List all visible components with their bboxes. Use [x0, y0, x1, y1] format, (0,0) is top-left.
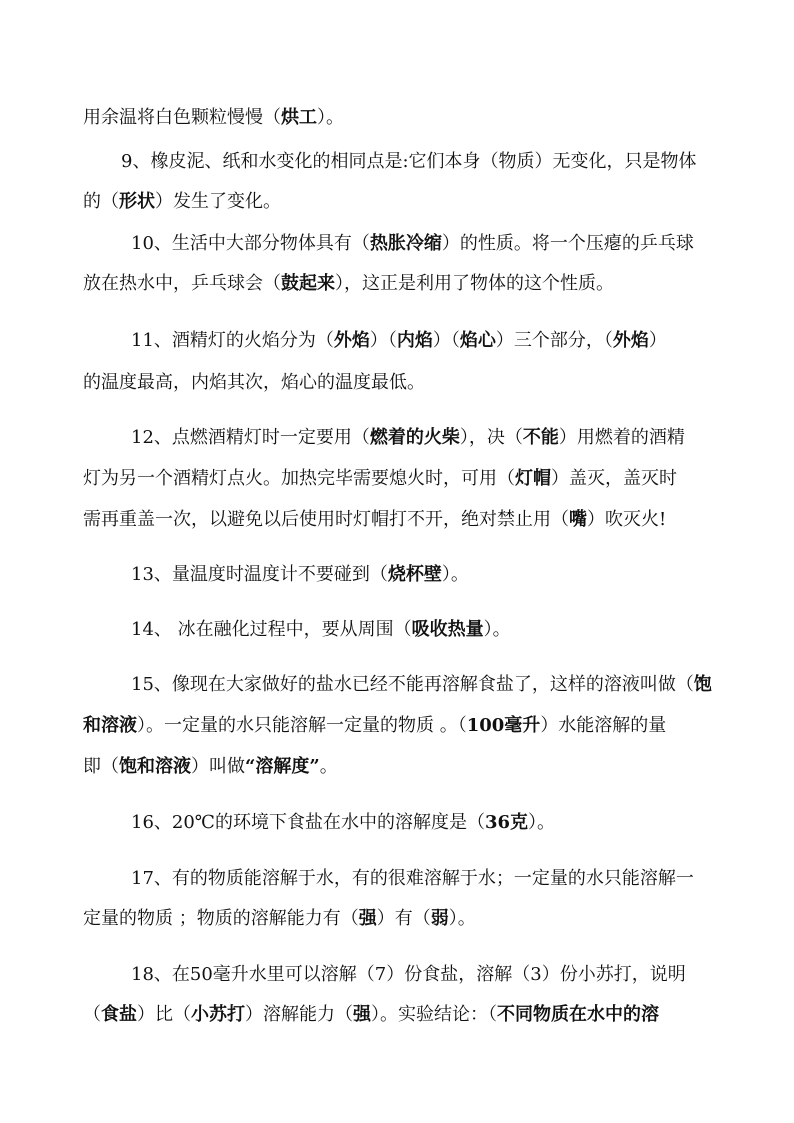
paragraph-15-line-2: 和溶液）。一定量的水只能溶解一定量的物质 。（100毫升）水能溶解的量 [83, 715, 667, 736]
paragraph-12-line-2: 灯为另一个酒精灯点火。加热完毕需要熄火时，可用（灯帽）盖灭，盖灭时 [83, 468, 677, 489]
paragraph-16-line-1: 16、20℃的环境下食盐在水中的溶解度是（36克）。 [131, 812, 556, 833]
paragraph-15-line-3: 即（饱和溶液）叫做“溶解度”。 [83, 756, 338, 777]
paragraph-14-line-1: 14、 冰在融化过程中，要从周围（吸收热量）。 [131, 619, 511, 640]
paragraph-12-line-1: 12、点燃酒精灯时一定要用（燃着的火柴），决（不能）用燃着的酒精 [131, 427, 685, 448]
paragraph-10-line-1: 10、生活中大部分物体具有（热胀冷缩）的性质。将一个压瘪的乒乓球 [131, 233, 694, 254]
paragraph-9-line-2: 的（形状）发生了变化。 [83, 191, 281, 212]
paragraph-9-line-1: 9、橡皮泥、纸和水变化的相同点是:它们本身（物质）无变化，只是物体 [121, 151, 697, 172]
paragraph-18-line-1: 18、在50毫升水里可以溶解（7）份食盐，溶解（3）份小苏打，说明 [131, 964, 686, 985]
paragraph-17-line-2: 定量的物质 ；物质的溶解能力有（强）有（弱）。 [83, 908, 476, 929]
paragraph-17-line-1: 17、有的物质能溶解于水，有的很难溶解于水；一定量的水只能溶解一 [131, 868, 694, 889]
paragraph-10-line-2: 放在热水中，乒乓球会（鼓起来），这正是利用了物体的这个性质。 [83, 273, 614, 294]
paragraph-11-line-2: 的温度最高，内焰其次，焰心的温度最低。 [83, 372, 425, 393]
paragraph-18-line-2: （食盐）比（小苏打）溶解能力（强）。实验结论：（不同物质在水中的溶 [83, 1004, 659, 1025]
paragraph-11-line-1: 11、酒精灯的火焰分为（外焰）（内焰）（焰心）三个部分，（外焰） [131, 330, 667, 351]
paragraph-15-line-1: 15、像现在大家做好的盐水已经不能再溶解食盐了，这样的溶液叫做（饱 [131, 674, 712, 695]
paragraph-8-line-1: 用余温将白色颗粒慢慢（烘工）。 [83, 107, 344, 128]
paragraph-13-line-1: 13、量温度时温度计不要碰到（烧杯壁）。 [131, 564, 469, 585]
paragraph-12-line-3: 需再重盖一次，以避免以后使用时灯帽打不开，绝对禁止用（嘴）吹灭火! [83, 509, 667, 530]
